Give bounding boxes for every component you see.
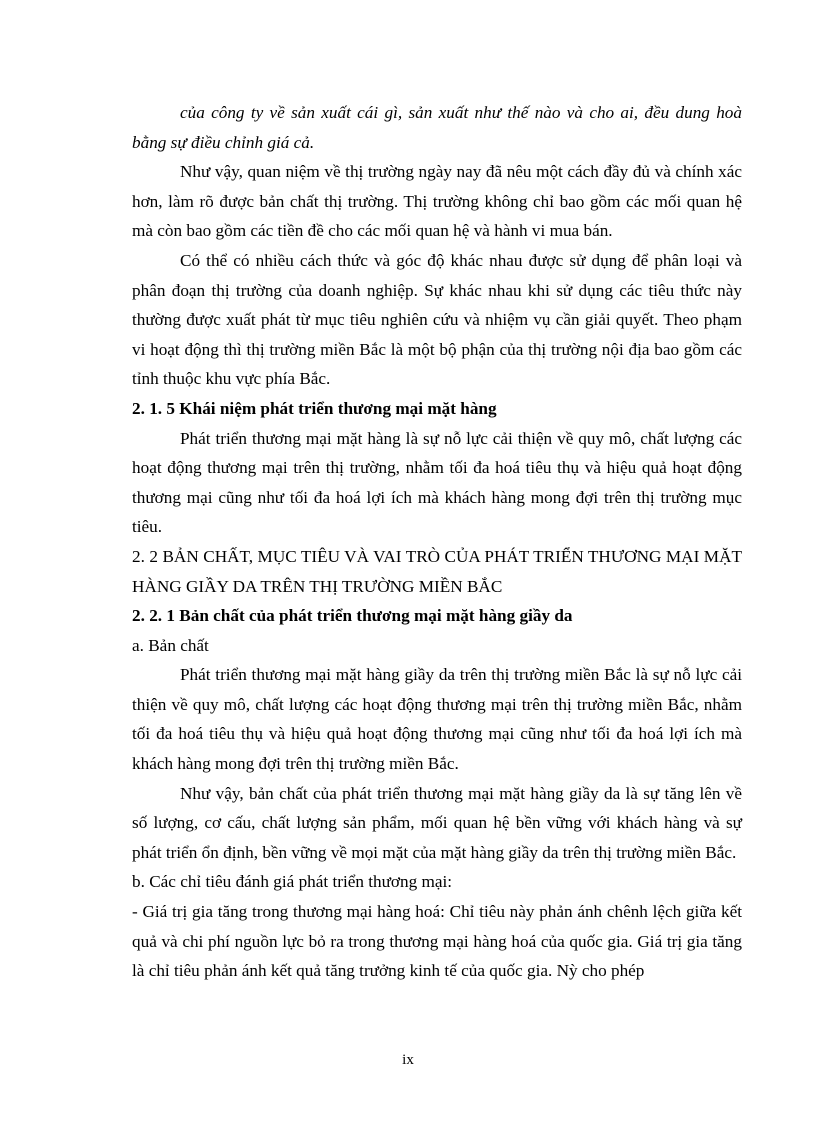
paragraph-market-segmentation: Có thể có nhiều cách thức và góc độ khác nhau được sử dụng để phân loại và phân đoạn thị trường của doanh nghiệp. Sự khác nhau khi sử dụng các tiêu thức này thường được xuất phát từ mục tiêu nghiên cứu và nhiệm vụ cần giải quyết. Theo phạm vi hoạt động thì thị trường miền Bắc là một bộ phận của thị trường nội địa bao gồm các tỉnh thuộc khu vực phía Bắc. (132, 250, 742, 389)
section-heading-2-2-1: 2. 2. 1 Bản chất của phát triển thương mại mặt hàng giầy da (132, 606, 573, 626)
paragraph-nature-definition: Phát triển thương mại mặt hàng giầy da trên thị trường miền Bắc là sự nỗ lực cải thiện về quy mô, chất lượng các hoạt động thương mại trên thị trường miền Bắc, nhằm tối đa hoá tiêu thụ và hiệu quả hoạt động thương mại cũng như tối đa hoá lợi ích mà khách hàng mong đợi trên thị trường miền Bắc. (132, 665, 742, 774)
paragraph-nature-summary: Như vậy, bản chất của phát triển thương mại mặt hàng giầy da là sự tăng lên về số lượng, cơ cấu, chất lượng sản phẩm, mối quan hệ bền vững với khách hàng và sự phát triển ổn định, bền vững về mọi mặt của mặt hàng giầy da trên thị trường miền Bắc. (132, 783, 742, 862)
paragraph-continuation: của công ty về sản xuất cái gì, sản xuất như thế nào và cho ai, đều dung hoà bằng sự điều chỉnh giá cả. (132, 103, 742, 152)
section-heading-2-1-5: 2. 1. 5 Khái niệm phát triển thương mại mặt hàng (132, 398, 497, 418)
paragraph-trade-development-concept: Phát triển thương mại mặt hàng là sự nỗ lực cải thiện về quy mô, chất lượng các hoạt động thương mại trên thị trường, nhằm tối đa hoá tiêu thụ và hiệu quả hoạt động thương mại cũng như tối đa hoá lợi ích mà khách hàng mong đợi trên thị trường mục tiêu. (132, 428, 742, 537)
document-page (132, 98, 742, 986)
subheading-a: a. Bản chất (132, 635, 209, 655)
paragraph-market-concept: Như vậy, quan niệm về thị trường ngày nay đã nêu một cách đầy đủ và chính xác hơn, làm rõ được bản chất thị trường. Thị trường không chỉ bao gồm các mối quan hệ mà còn bao gồm các tiền đề cho các mối quan hệ và hành vi mua bán. (132, 162, 742, 241)
paragraph-value-added: - Giá trị gia tăng trong thương mại hàng hoá: Chỉ tiêu này phản ánh chênh lệch giữa kết quả và chi phí nguồn lực bỏ ra trong thương mại hàng hoá của quốc gia. Giá trị gia tăng là chỉ tiêu phản ánh kết quả tăng trưởng kinh tế của quốc gia. Nỳ cho phép (132, 902, 742, 981)
section-heading-2-2: 2. 2 BẢN CHẤT, MỤC TIÊU VÀ VAI TRÒ CỦA PHÁT TRIỂN THƯƠNG MẠI MẶT HÀNG GIẦY DA TRÊN THỊ TRƯỜNG MIỀN BẮC (132, 546, 742, 596)
subheading-b: b. Các chỉ tiêu đánh giá phát triển thương mại: (132, 872, 453, 892)
page-number: ix (402, 1052, 414, 1068)
